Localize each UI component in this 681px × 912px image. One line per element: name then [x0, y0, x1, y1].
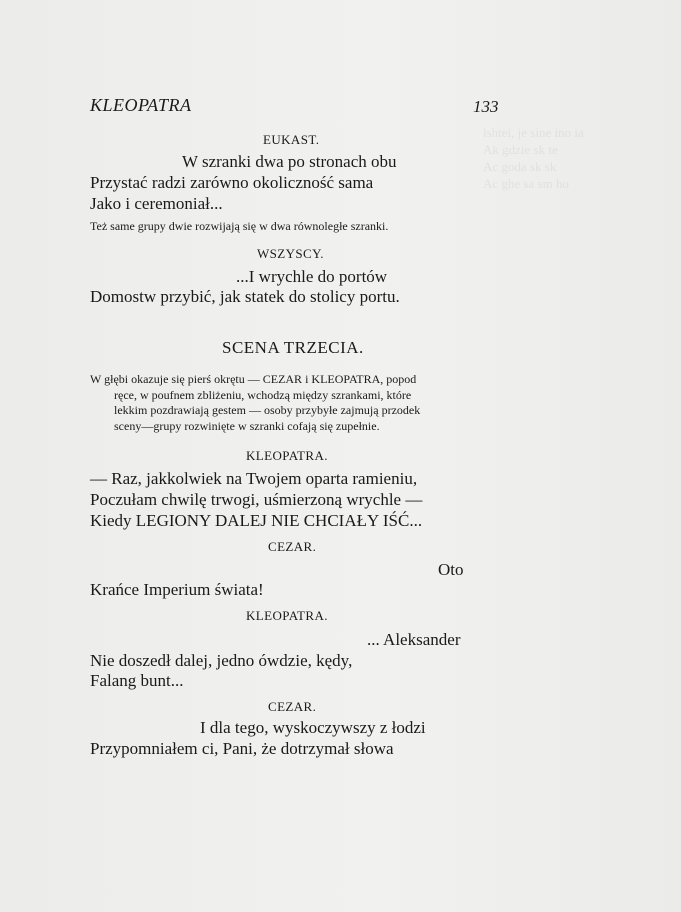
stage-direction-2-line-4: sceny—grupy rozwinięte w szranki cofają się zupełnie.	[114, 418, 380, 433]
speaker-kleopatra-2: KLEOPATRA.	[246, 608, 328, 623]
cezar-line-2b: Przypomniałem ci, Pani, że dotrzymał słowa	[90, 739, 394, 758]
stage-direction-2	[90, 372, 466, 434]
page-number: 133	[473, 97, 499, 116]
speaker-cezar-2: CEZAR.	[268, 699, 317, 714]
stage-direction-2-line-1-text: W głębi okazuje się pierś okrętu — CEZAR i KLEOPATRA, popod	[90, 372, 417, 386]
stage-direction-1: Też same grupy dwie rozwijają się w dwa równoległe szranki.	[90, 219, 389, 233]
eukast-line-2: Przystać radzi zarówno okoliczność sama	[90, 173, 374, 192]
speaker-eukast: EUKAST.	[263, 132, 320, 147]
scene-heading: SCENA TRZECIA.	[222, 338, 364, 357]
cezar-line-2a: I dla tego, wyskoczywszy z łodzi	[200, 718, 426, 737]
cezar-line-1a: Oto	[438, 560, 464, 579]
speaker-kleopatra-1: KLEOPATRA.	[246, 448, 328, 463]
kleopatra-line-1: — Raz, jakkolwiek na Twojem oparta ramieniu,	[90, 469, 418, 488]
eukast-line-1: W szranki dwa po stronach obu	[182, 152, 397, 171]
show-through-text: lshtei, je sine ino ia Ak gdzie sk te Ac goda sk sk Ac ghe sa sm ho	[483, 125, 584, 191]
kleopatra-line-3: Kiedy LEGIONY DALEJ NIE CHCIAŁY IŚĆ...	[90, 511, 423, 530]
kleopatra-line-2c: Falang bunt...	[90, 671, 184, 690]
wszyscy-line-2: Domostw przybić, jak statek do stolicy portu.	[90, 287, 400, 306]
stage-direction-2-line-3: lekkim pozdrawiają gestem — osoby przybyłe zajmują przodek	[114, 403, 421, 417]
kleopatra-line-2a: ... Aleksander	[367, 630, 461, 649]
kleopatra-line-2b: Nie doszedł dalej, jedno ówdzie, kędy,	[90, 651, 353, 670]
cezar-line-1b: Krańce Imperium świata!	[90, 580, 264, 599]
eukast-line-3: Jako i ceremoniał...	[90, 194, 223, 213]
wszyscy-line-1: ...I wrychle do portów	[236, 267, 388, 286]
kleopatra-line-2: Poczułam chwilę trwogi, uśmierzoną wrychle —	[90, 490, 423, 509]
speaker-cezar-1: CEZAR.	[268, 539, 317, 554]
stage-direction-2-line-1	[90, 372, 466, 388]
speaker-wszyscy: WSZYSCY.	[257, 246, 324, 261]
stage-direction-2-line-2: ręce, w poufnem zbliżeniu, wchodzą między szrankami, które	[114, 387, 412, 402]
running-title: KLEOPATRA	[90, 95, 192, 115]
